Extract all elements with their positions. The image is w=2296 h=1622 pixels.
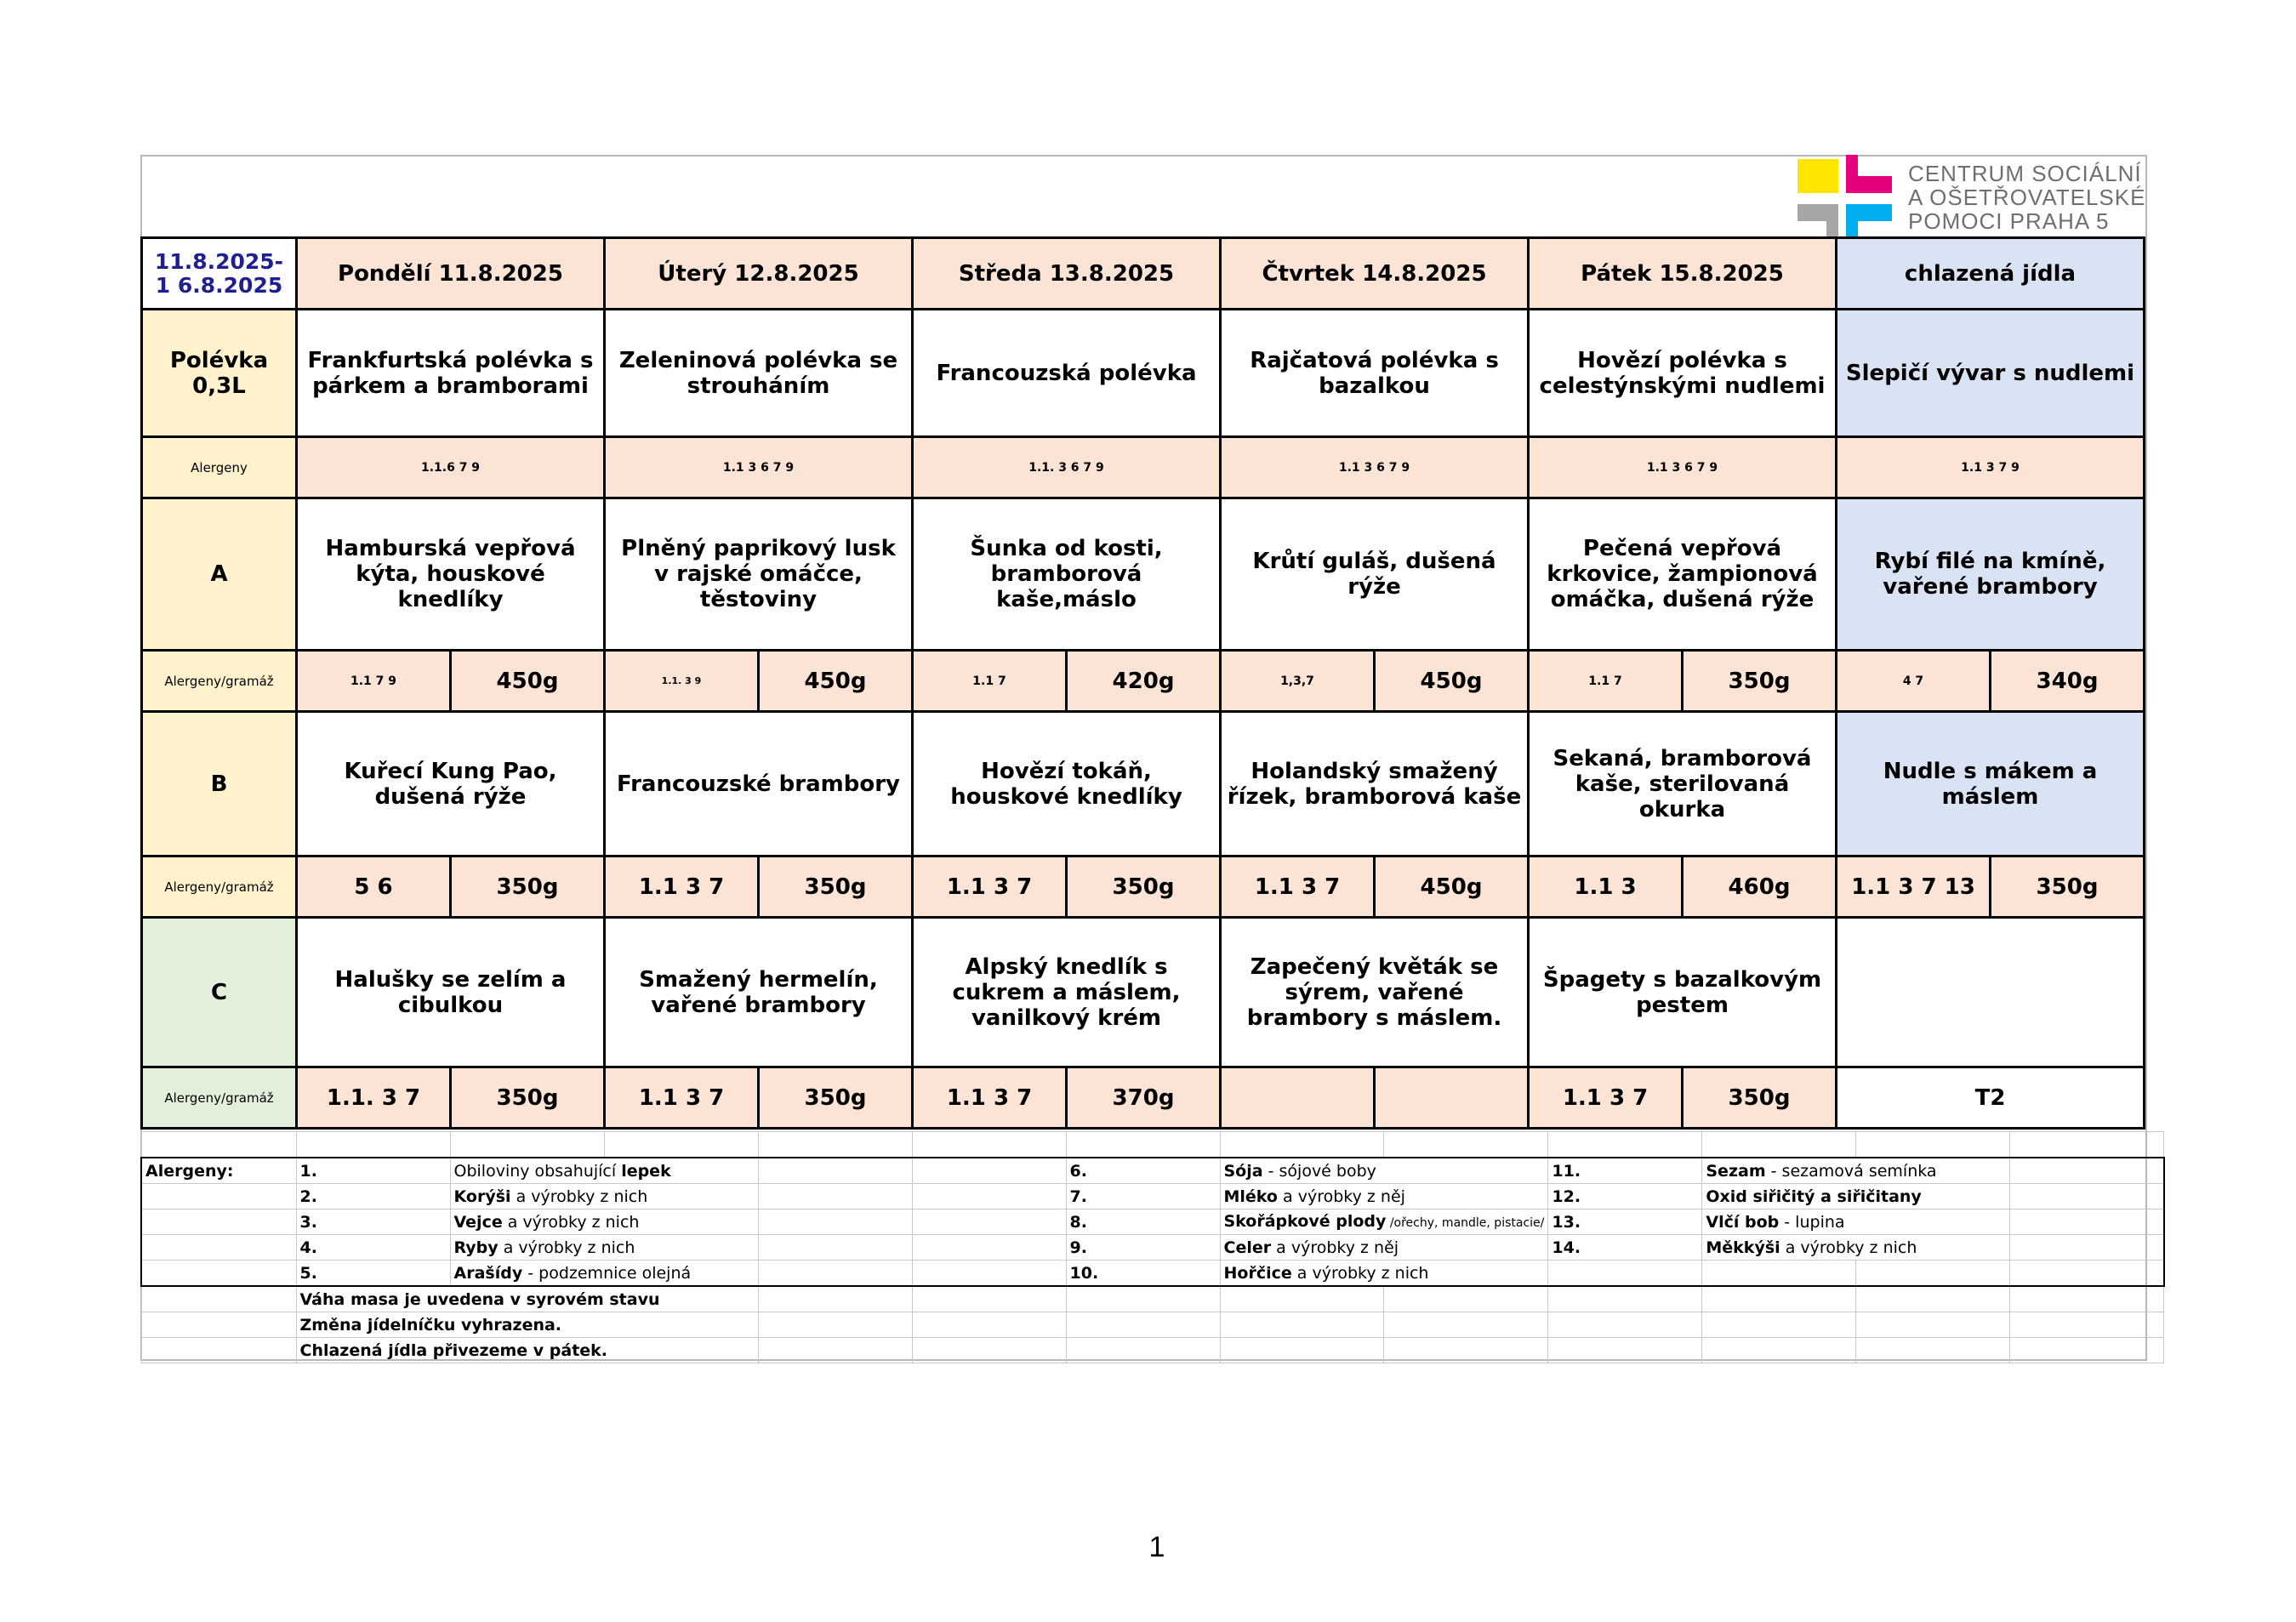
menu-c-weight [1375, 1067, 1529, 1129]
logo [1793, 155, 2147, 236]
menu-c-dish: Alpský knedlík s cukrem a máslem, vanilkový krém [913, 918, 1221, 1067]
menu-a-weight: 450g [1375, 651, 1529, 712]
menu-a-allergens: 4 7 [1837, 651, 1991, 712]
menu-b-dish: Nudle s mákem a máslem [1837, 712, 2145, 857]
menu-b-allergens: 1.1 3 7 [605, 857, 759, 918]
logo-text [1908, 162, 2145, 233]
logo-pink-square [1858, 176, 1892, 193]
soup-dish: Rajčatová polévka s bazalkou [1221, 310, 1529, 437]
legend-row [141, 1158, 2164, 1184]
menu-c-label: C [142, 918, 297, 1067]
soup-row [142, 310, 2145, 437]
soup-dish: Slepičí vývar s nudlemi [1837, 310, 2145, 437]
menu-b-dish: Hovězí tokáň, houskové knedlíky [913, 712, 1221, 857]
note-row [141, 1312, 2164, 1338]
logo-pink-square [1846, 155, 1858, 193]
legend-num: 3. [296, 1209, 450, 1235]
menu-a-dish: Hamburská vepřová kýta, houskové knedlíky [297, 498, 605, 651]
soup-allergens: 1.1. 3 6 7 9 [913, 437, 1221, 498]
menu-b-dish: Kuřecí Kung Pao, dušená rýže [297, 712, 605, 857]
soup-allergens: 1.1 3 6 7 9 [605, 437, 913, 498]
menu-a-allergens: 1.1. 3 9 [605, 651, 759, 712]
weekly-menu-table [140, 236, 2145, 1130]
menu-a-dish: Šunka od kosti, bramborová kaše,máslo [913, 498, 1221, 651]
page-number: 1 [1148, 1531, 1165, 1563]
menu-c-allergens [1221, 1067, 1375, 1129]
menu-a-dish: Rybí filé na kmíně, vařené brambory [1837, 498, 2145, 651]
menu-c-allergens: 1.1. 3 7 [297, 1067, 451, 1129]
soup-label: Polévka 0,3L [142, 310, 297, 437]
logo-blue-square [1846, 204, 1858, 236]
menu-a-weight: 450g [759, 651, 913, 712]
menu-c-dish: Zapečený květák se sýrem, vařené brambory s máslem. [1221, 918, 1529, 1067]
menu-b-dish: Sekaná, bramborová kaše, sterilovaná okurka [1529, 712, 1837, 857]
day-header: Středa 13.8.2025 [913, 238, 1221, 310]
legend-desc: Skořápkové plody /ořechy, mandle, pistacie/ [1220, 1209, 1548, 1235]
menu-c-dish: Halušky se zelím a cibulkou [297, 918, 605, 1067]
menu-a-dish: Plněný paprikový lusk v rajské omáčce, těstoviny [605, 498, 913, 651]
legend-desc: Arašídy - podzemnice olejná [450, 1261, 758, 1287]
legend-desc: Oxid siřičitý a siřičitany [1702, 1184, 2010, 1209]
soup-dish: Hovězí polévka s celestýnskými nudlemi [1529, 310, 1837, 437]
legend-num: 7. [1066, 1184, 1220, 1209]
menu-a-weight: 340g [1991, 651, 2145, 712]
legend-desc: Celer a výrobky z něj [1220, 1235, 1548, 1261]
legend-row [141, 1209, 2164, 1235]
legend-num: 8. [1066, 1209, 1220, 1235]
legend-desc: Sezam - sezamová semínka [1702, 1158, 2010, 1184]
legend-num: 10. [1066, 1261, 1220, 1287]
menu-b-weight: 450g [1375, 857, 1529, 918]
menu-a-label: A [142, 498, 297, 651]
legend-row [141, 1184, 2164, 1209]
day-header: Pondělí 11.8.2025 [297, 238, 605, 310]
day-header: Pátek 15.8.2025 [1529, 238, 1837, 310]
menu-c-weight: 370g [1067, 1067, 1221, 1129]
logo-line-3: POMOCI PRAHA 5 [1908, 208, 2110, 234]
note-raw-weight: Váha masa je uvedena v syrovém stavu [296, 1286, 758, 1312]
menu-a-allergens: 1.1 7 [1529, 651, 1683, 712]
legend-desc: Hořčice a výrobky z nich [1220, 1261, 1548, 1287]
legend-row [141, 1235, 2164, 1261]
menu-c-info-row [142, 1067, 2145, 1129]
menu-a-allergens: 1.1 7 9 [297, 651, 451, 712]
menu-b-info-label: Alergeny/gramáž [142, 857, 297, 918]
day-header: Čtvrtek 14.8.2025 [1221, 238, 1529, 310]
menu-c-allergens: 1.1 3 7 [913, 1067, 1067, 1129]
legend-num: 5. [296, 1261, 450, 1287]
menu-c-weight: 350g [759, 1067, 913, 1129]
soup-dish: Frankfurtská polévka s párkem a bramborami [297, 310, 605, 437]
cold-meals-header: chlazená jídla [1837, 238, 2145, 310]
legend-num: 13. [1548, 1209, 1702, 1235]
menu-a-weight: 450g [451, 651, 605, 712]
note-cold-delivery: Chlazená jídla přivezeme v pátek. [296, 1338, 758, 1363]
menu-a-row [142, 498, 2145, 651]
soup-allergens: 1.1 3 7 9 [1837, 437, 2145, 498]
day-header: Úterý 12.8.2025 [605, 238, 913, 310]
menu-b-allergens: 1.1 3 7 [913, 857, 1067, 918]
legend-spacer-row [141, 1132, 2164, 1158]
logo-line-1: CENTRUM SOCIÁLNÍ [1908, 161, 2142, 186]
legend-desc: Měkkýši a výrobky z nich [1702, 1235, 2010, 1261]
soup-allergens: 1.1 3 6 7 9 [1529, 437, 1837, 498]
legend-desc: Korýši a výrobky z nich [450, 1184, 758, 1209]
logo-gray-square [1826, 204, 1838, 236]
menu-a-weight: 420g [1067, 651, 1221, 712]
menu-b-info-row [142, 857, 2145, 918]
menu-c-allergens: 1.1 3 7 [605, 1067, 759, 1129]
menu-b-weight: 350g [1991, 857, 2145, 918]
menu-b-allergens: 1.1 3 7 [1221, 857, 1375, 918]
soup-allergen-row [142, 437, 2145, 498]
legend-desc: Sója - sójové boby [1220, 1158, 1548, 1184]
menu-b-allergens: 5 6 [297, 857, 451, 918]
legend-num: 1. [296, 1158, 450, 1184]
menu-b-weight: 350g [451, 857, 605, 918]
logo-yellow-square [1826, 159, 1838, 193]
logo-yellow-square [1797, 159, 1826, 193]
menu-c-weight: 350g [451, 1067, 605, 1129]
menu-a-allergens: 1,3,7 [1221, 651, 1375, 712]
menu-c-dish [1837, 918, 2145, 1067]
soup-dish: Zeleninová polévka se strouháním [605, 310, 913, 437]
logo-line-2: A OŠETŘOVATELSKÉ [1908, 185, 2146, 210]
menu-b-allergens: 1.1 3 7 13 [1837, 857, 1991, 918]
menu-c-allergens: 1.1 3 7 [1529, 1067, 1683, 1129]
legend-num: 12. [1548, 1184, 1702, 1209]
legend-num: 2. [296, 1184, 450, 1209]
soup-dish: Francouzská polévka [913, 310, 1221, 437]
legend-desc: Vejce a výrobky z nich [450, 1209, 758, 1235]
menu-c-cold-code: T2 [1837, 1067, 2145, 1129]
menu-a-allergens: 1.1 7 [913, 651, 1067, 712]
legend-num: 6. [1066, 1158, 1220, 1184]
legend-num: 4. [296, 1235, 450, 1261]
menu-c-info-label: Alergeny/gramáž [142, 1067, 297, 1129]
menu-b-dish: Holandský smažený řízek, bramborová kaše [1221, 712, 1529, 857]
menu-b-weight: 460g [1683, 857, 1837, 918]
menu-b-weight: 350g [759, 857, 913, 918]
menu-b-allergens: 1.1 3 [1529, 857, 1683, 918]
legend-desc: Mléko a výrobky z něj [1220, 1184, 1548, 1209]
legend-desc: Ryby a výrobky z nich [450, 1235, 758, 1261]
legend-title: Alergeny: [141, 1158, 296, 1184]
menu-a-weight: 350g [1683, 651, 1837, 712]
menu-b-label: B [142, 712, 297, 857]
soup-allergens: 1.1 3 6 7 9 [1221, 437, 1529, 498]
menu-a-dish: Pečená vepřová krkovice, žampionová omáčka, dušená rýže [1529, 498, 1837, 651]
menu-c-weight: 350g [1683, 1067, 1837, 1129]
menu-c-row [142, 918, 2145, 1067]
legend-desc: Vlčí bob - lupina [1702, 1209, 2010, 1235]
legend-row [141, 1261, 2164, 1287]
legend-num: 11. [1548, 1158, 1702, 1184]
menu-c-dish: Špagety s bazalkovým pestem [1529, 918, 1837, 1067]
allergen-legend [140, 1131, 2165, 1363]
note-row [141, 1338, 2164, 1363]
menu-c-dish: Smažený hermelín, vařené brambory [605, 918, 913, 1067]
soup-allergens: 1.1.6 7 9 [297, 437, 605, 498]
menu-a-info-row [142, 651, 2145, 712]
note-menu-change: Změna jídelníčku vyhrazena. [296, 1312, 758, 1338]
legend-desc: Obiloviny obsahující lepek [450, 1158, 758, 1184]
menu-b-row [142, 712, 2145, 857]
legend-num: 9. [1066, 1235, 1220, 1261]
legend-num: 14. [1548, 1235, 1702, 1261]
logo-blue-square [1858, 204, 1892, 221]
menu-b-weight: 350g [1067, 857, 1221, 918]
menu-a-dish: Krůtí guláš, dušená rýže [1221, 498, 1529, 651]
note-row [141, 1286, 2164, 1312]
menu-b-dish: Francouzské brambory [605, 712, 913, 857]
week-period: 11.8.2025-1 6.8.2025 [142, 238, 297, 310]
header-row [142, 238, 2145, 310]
soup-allergen-label: Alergeny [142, 437, 297, 498]
menu-a-info-label: Alergeny/gramáž [142, 651, 297, 712]
